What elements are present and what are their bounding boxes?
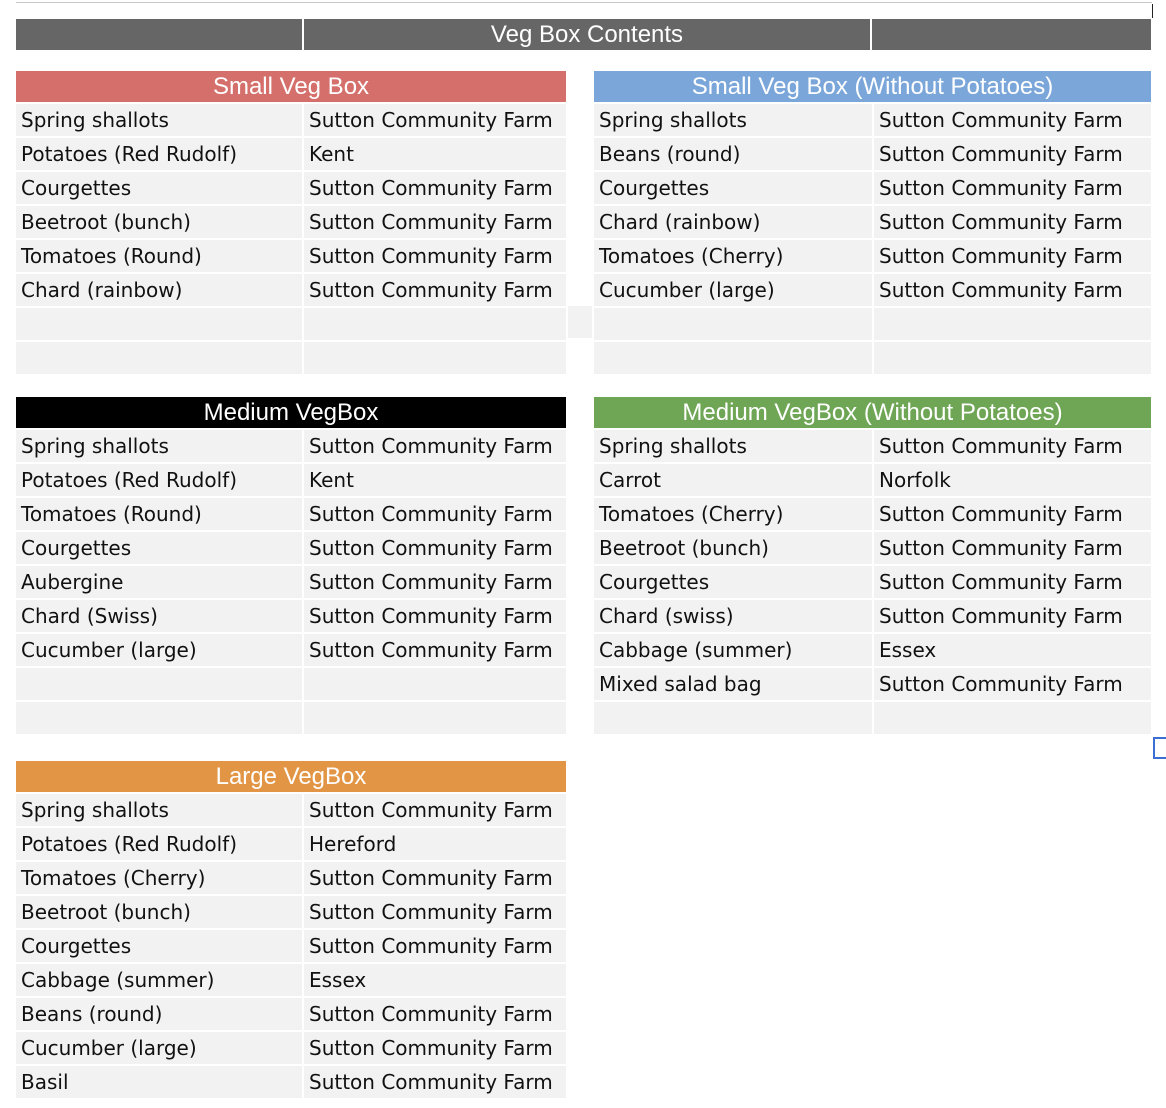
table-row xyxy=(594,430,1151,462)
selection-handle[interactable] xyxy=(1153,737,1166,759)
farm-cell[interactable]: Sutton Community Farm xyxy=(304,430,566,462)
table-row xyxy=(594,498,1151,530)
small-veg-box-no-potatoes-header[interactable]: Small Veg Box (Without Potatoes) xyxy=(594,71,1151,102)
table-row xyxy=(16,668,566,700)
table-row xyxy=(16,600,566,632)
farm-cell[interactable]: Sutton Community Farm xyxy=(304,862,566,894)
table-row xyxy=(594,308,1151,340)
table-row xyxy=(16,430,566,462)
small-veg-box-no-potatoes-table xyxy=(594,71,1151,374)
farm-cell[interactable]: Sutton Community Farm xyxy=(874,498,1151,530)
table-row xyxy=(594,172,1151,204)
farm-cell[interactable]: Sutton Community Farm xyxy=(304,998,566,1030)
table-row xyxy=(16,566,566,598)
table-row xyxy=(16,172,566,204)
farm-cell[interactable]: Sutton Community Farm xyxy=(874,600,1151,632)
empty-cell[interactable] xyxy=(874,342,1151,374)
table-row xyxy=(594,702,1151,734)
empty-cell[interactable] xyxy=(16,668,302,700)
vegetable-cell[interactable]: Mixed salad bag xyxy=(594,668,872,700)
farm-cell[interactable]: Sutton Community Farm xyxy=(304,172,566,204)
vegetable-cell[interactable]: Beetroot (bunch) xyxy=(16,206,302,238)
farm-cell[interactable]: Sutton Community Farm xyxy=(304,794,566,826)
empty-cell[interactable] xyxy=(594,702,872,734)
table-row xyxy=(16,464,566,496)
vegetable-cell[interactable]: Courgettes xyxy=(16,532,302,564)
vegetable-cell[interactable]: Courgettes xyxy=(594,172,872,204)
farm-cell[interactable]: Sutton Community Farm xyxy=(304,274,566,306)
farm-cell[interactable]: Sutton Community Farm xyxy=(304,566,566,598)
empty-cell[interactable] xyxy=(16,342,302,374)
farm-cell[interactable]: Sutton Community Farm xyxy=(304,240,566,272)
title-row-cell[interactable] xyxy=(872,19,1151,50)
vegetable-cell[interactable]: Carrot xyxy=(594,464,872,496)
farm-cell[interactable]: Sutton Community Farm xyxy=(304,634,566,666)
table-row xyxy=(594,464,1151,496)
vegetable-cell[interactable]: Courgettes xyxy=(16,172,302,204)
vegetable-cell[interactable]: Chard (rainbow) xyxy=(16,274,302,306)
table-row xyxy=(16,532,566,564)
table-row xyxy=(16,342,566,374)
table-row xyxy=(594,532,1151,564)
farm-cell[interactable]: Sutton Community Farm xyxy=(874,104,1151,136)
vegetable-cell[interactable]: Basil xyxy=(16,1066,302,1098)
table-row xyxy=(594,634,1151,666)
vegetable-cell[interactable]: Beetroot (bunch) xyxy=(16,896,302,928)
vegetable-cell[interactable]: Chard (Swiss) xyxy=(16,600,302,632)
vegetable-cell[interactable]: Spring shallots xyxy=(16,104,302,136)
vegetable-cell[interactable]: Chard (swiss) xyxy=(594,600,872,632)
table-row xyxy=(16,206,566,238)
vegetable-cell[interactable]: Aubergine xyxy=(16,566,302,598)
vegetable-cell[interactable]: Tomatoes (Round) xyxy=(16,240,302,272)
table-row xyxy=(594,668,1151,700)
farm-cell[interactable]: Sutton Community Farm xyxy=(874,566,1151,598)
farm-cell[interactable]: Essex xyxy=(304,964,566,996)
table-row xyxy=(16,308,566,340)
table-row xyxy=(16,794,566,826)
table-row xyxy=(594,342,1151,374)
farm-cell[interactable]: Sutton Community Farm xyxy=(304,206,566,238)
table-row xyxy=(594,566,1151,598)
vegetable-cell[interactable]: Potatoes (Red Rudolf) xyxy=(16,464,302,496)
empty-cell[interactable] xyxy=(594,308,872,340)
vegetable-cell[interactable]: Cucumber (large) xyxy=(16,1032,302,1064)
vegetable-cell[interactable]: Tomatoes (Cherry) xyxy=(16,862,302,894)
small-veg-box-header[interactable]: Small Veg Box xyxy=(16,71,566,102)
large-vegbox-header[interactable]: Large VegBox xyxy=(16,761,566,792)
sheet-title[interactable]: Veg Box Contents xyxy=(302,19,872,50)
table-row xyxy=(594,104,1151,136)
empty-cell[interactable] xyxy=(304,342,566,374)
farm-cell[interactable]: Sutton Community Farm xyxy=(874,172,1151,204)
text-cursor xyxy=(1152,4,1153,18)
farm-cell[interactable]: Sutton Community Farm xyxy=(874,138,1151,170)
table-row xyxy=(16,634,566,666)
table-row xyxy=(16,896,566,928)
vegetable-cell[interactable]: Cucumber (large) xyxy=(16,634,302,666)
table-row xyxy=(16,138,566,170)
vegetable-cell[interactable]: Spring shallots xyxy=(594,104,872,136)
vegetable-cell[interactable]: Beans (round) xyxy=(594,138,872,170)
table-row xyxy=(594,240,1151,272)
farm-cell[interactable]: Hereford xyxy=(304,828,566,860)
table-row xyxy=(16,240,566,272)
farm-cell[interactable]: Sutton Community Farm xyxy=(874,668,1151,700)
farm-cell[interactable]: Sutton Community Farm xyxy=(874,240,1151,272)
table-row xyxy=(594,274,1151,306)
empty-cell[interactable] xyxy=(594,342,872,374)
farm-cell[interactable]: Essex xyxy=(874,634,1151,666)
vegetable-cell[interactable]: Cabbage (summer) xyxy=(16,964,302,996)
table-row xyxy=(16,1032,566,1064)
farm-cell[interactable]: Kent xyxy=(304,464,566,496)
table-row xyxy=(594,138,1151,170)
vegetable-cell[interactable]: Courgettes xyxy=(594,566,872,598)
vegetable-cell[interactable]: Tomatoes (Cherry) xyxy=(594,498,872,530)
vegetable-cell[interactable]: Cabbage (summer) xyxy=(594,634,872,666)
medium-vegbox-table xyxy=(16,397,566,734)
vegetable-cell[interactable]: Chard (rainbow) xyxy=(594,206,872,238)
farm-cell[interactable]: Sutton Community Farm xyxy=(304,498,566,530)
farm-cell[interactable]: Sutton Community Farm xyxy=(304,1032,566,1064)
farm-cell[interactable]: Kent xyxy=(304,138,566,170)
medium-vegbox-header[interactable]: Medium VegBox xyxy=(16,397,566,428)
table-row xyxy=(594,206,1151,238)
table-row xyxy=(594,600,1151,632)
table-row xyxy=(16,998,566,1030)
farm-cell[interactable]: Norfolk xyxy=(874,464,1151,496)
vegetable-cell[interactable]: Spring shallots xyxy=(16,430,302,462)
farm-cell[interactable]: Sutton Community Farm xyxy=(304,930,566,962)
title-row xyxy=(16,19,1151,50)
table-row xyxy=(16,274,566,306)
vegetable-cell[interactable]: Tomatoes (Cherry) xyxy=(594,240,872,272)
medium-vegbox-no-potatoes-table xyxy=(594,397,1151,734)
table-row xyxy=(16,1066,566,1098)
table-row xyxy=(16,862,566,894)
farm-cell[interactable]: Sutton Community Farm xyxy=(874,206,1151,238)
farm-cell[interactable]: Sutton Community Farm xyxy=(304,600,566,632)
table-row xyxy=(16,104,566,136)
empty-cell[interactable] xyxy=(568,306,592,338)
farm-cell[interactable]: Sutton Community Farm xyxy=(874,532,1151,564)
medium-vegbox-no-potatoes-header[interactable]: Medium VegBox (Without Potatoes) xyxy=(594,397,1151,428)
farm-cell[interactable]: Sutton Community Farm xyxy=(874,274,1151,306)
vegetable-cell[interactable]: Beetroot (bunch) xyxy=(594,532,872,564)
small-veg-box-table xyxy=(16,71,566,374)
vegetable-cell[interactable]: Cucumber (large) xyxy=(594,274,872,306)
empty-cell[interactable] xyxy=(874,308,1151,340)
empty-cell[interactable] xyxy=(304,668,566,700)
farm-cell[interactable]: Sutton Community Farm xyxy=(304,104,566,136)
vegetable-cell[interactable]: Potatoes (Red Rudolf) xyxy=(16,138,302,170)
table-row xyxy=(16,964,566,996)
farm-cell[interactable]: Sutton Community Farm xyxy=(304,1066,566,1098)
table-row xyxy=(16,702,566,734)
farm-cell[interactable]: Sutton Community Farm xyxy=(304,532,566,564)
empty-cell[interactable] xyxy=(16,308,302,340)
vegetable-cell[interactable]: Tomatoes (Round) xyxy=(16,498,302,530)
empty-cell[interactable] xyxy=(304,308,566,340)
table-row xyxy=(16,498,566,530)
empty-cell[interactable] xyxy=(304,702,566,734)
vegetable-cell[interactable]: Spring shallots xyxy=(594,430,872,462)
large-vegbox-table xyxy=(16,761,566,1098)
vegetable-cell[interactable]: Beans (round) xyxy=(16,998,302,1030)
vegetable-cell[interactable]: Spring shallots xyxy=(16,794,302,826)
table-row xyxy=(16,930,566,962)
empty-cell[interactable] xyxy=(874,702,1151,734)
vegetable-cell[interactable]: Potatoes (Red Rudolf) xyxy=(16,828,302,860)
title-row-cell[interactable] xyxy=(16,19,302,50)
table-row xyxy=(16,828,566,860)
sheet-top-border xyxy=(16,2,1152,3)
empty-cell[interactable] xyxy=(16,702,302,734)
farm-cell[interactable]: Sutton Community Farm xyxy=(304,896,566,928)
vegetable-cell[interactable]: Courgettes xyxy=(16,930,302,962)
farm-cell[interactable]: Sutton Community Farm xyxy=(874,430,1151,462)
